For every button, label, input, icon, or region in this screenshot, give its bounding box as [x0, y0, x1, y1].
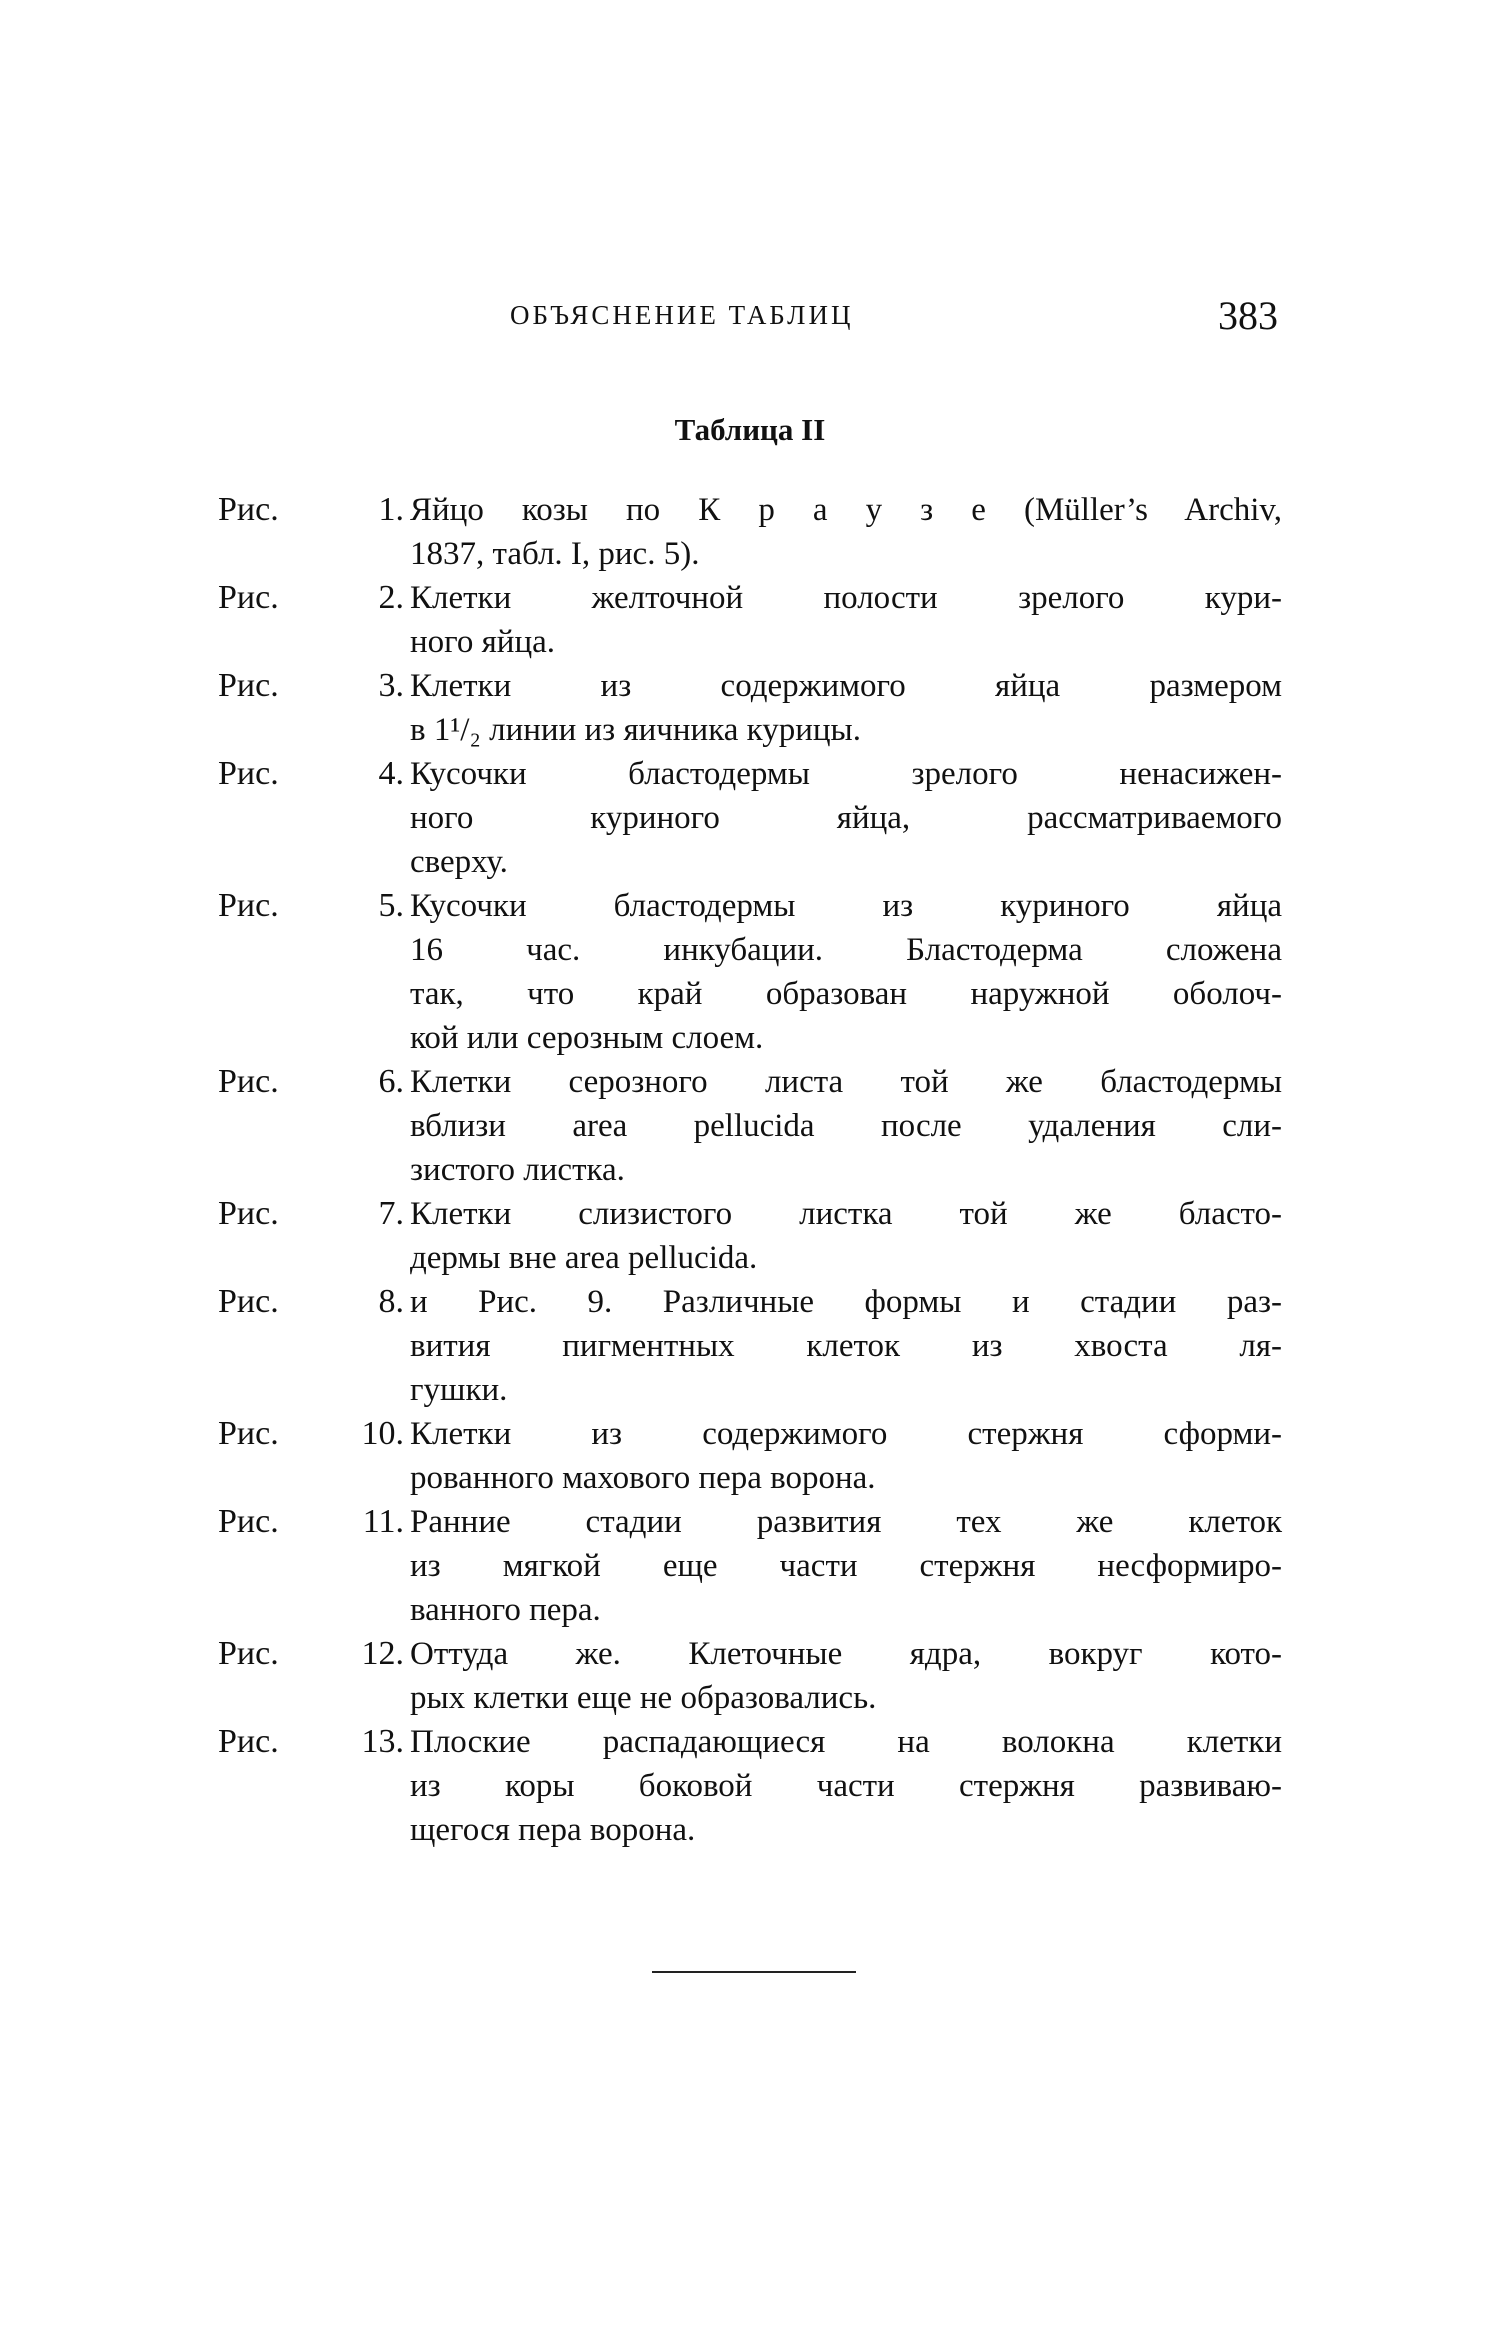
caption-line: Яйцо козы по К р а у з е (Müller’s Archiv,	[410, 492, 1282, 528]
caption-line: в 1¹/₂ линии из яичника курицы.	[410, 712, 861, 748]
figure-entry	[218, 1280, 1282, 1412]
figure-label: Рис.	[218, 1503, 279, 1540]
running-head: ОБЪЯСНЕНИЕ ТАБЛИЦ	[510, 300, 854, 330]
figure-label: Рис.	[218, 1635, 279, 1672]
caption-line: ного яйца.	[410, 624, 556, 660]
figure-entry	[218, 664, 1282, 752]
figure-number: 2.	[378, 579, 404, 616]
caption-line: 1837, табл. I, рис. 5).	[410, 536, 700, 572]
caption-line: гушки.	[410, 1372, 508, 1408]
figure-caption	[410, 576, 1282, 664]
caption-line: Клетки из содержимого стержня сформи-	[410, 1416, 1282, 1452]
caption-line: Кусочки бластодермы зрелого ненасижен-	[410, 756, 1282, 792]
figure-label: Рис.	[218, 1415, 279, 1452]
caption-line: кой или серозным слоем.	[410, 1020, 764, 1056]
figure-caption	[410, 664, 1282, 752]
caption-line: Ранние стадии развития тех же клеток	[410, 1504, 1282, 1540]
figure-entry	[218, 1500, 1282, 1632]
figure-label: Рис.	[218, 1195, 279, 1232]
figure-label: Рис.	[218, 1723, 279, 1760]
figure-number: 13.	[361, 1723, 404, 1760]
figure-entry	[218, 1632, 1282, 1720]
figure-caption	[410, 1280, 1282, 1412]
figure-caption	[410, 1060, 1282, 1192]
figure-caption	[410, 1412, 1282, 1500]
figure-number: 10.	[361, 1415, 404, 1452]
figure-number: 8.	[378, 1283, 404, 1320]
figure-number: 4.	[378, 755, 404, 792]
figure-entry	[218, 1412, 1282, 1500]
figure-entry	[218, 1192, 1282, 1280]
figure-number: 7.	[378, 1195, 404, 1232]
caption-line: ного куриного яйца, рассматриваемого	[410, 800, 1282, 836]
figure-caption	[410, 1192, 1282, 1280]
figure-number: 5.	[378, 887, 404, 924]
caption-line: сверху.	[410, 844, 508, 880]
figure-entry	[218, 1720, 1282, 1852]
caption-line: так, что край образован наружной оболоч-	[410, 976, 1282, 1012]
caption-line: зистого листка.	[410, 1152, 625, 1188]
figure-entry	[218, 752, 1282, 884]
figure-entry	[218, 884, 1282, 1060]
figure-entry	[218, 1060, 1282, 1192]
figure-caption	[410, 1720, 1282, 1852]
figure-caption	[410, 488, 1282, 576]
caption-line: рых клетки еще не образовались.	[410, 1680, 877, 1716]
caption-line: вблизи area pellucida после удаления сли-	[410, 1108, 1282, 1144]
figure-number: 12.	[361, 1635, 404, 1672]
caption-line: рованного махового пера ворона.	[410, 1460, 876, 1496]
figure-label: Рис.	[218, 667, 279, 704]
caption-line: Клетки из содержимого яйца размером	[410, 668, 1282, 704]
figure-caption	[410, 1500, 1282, 1632]
caption-line: и Рис. 9. Различные формы и стадии раз-	[410, 1284, 1282, 1320]
caption-line: дермы вне area pellucida.	[410, 1240, 758, 1276]
figure-label: Рис.	[218, 887, 279, 924]
caption-line: 16 час. инкубации. Бластодерма сложена	[410, 932, 1282, 968]
caption-line: Клетки слизистого листка той же бласто-	[410, 1196, 1282, 1232]
figure-caption	[410, 1632, 1282, 1720]
figure-number: 1.	[378, 491, 404, 528]
caption-line: вития пигментных клеток из хвоста ля-	[410, 1328, 1282, 1364]
caption-line: Кусочки бластодермы из куриного яйца	[410, 888, 1282, 924]
figure-entry	[218, 488, 1282, 576]
caption-line: ванного пера.	[410, 1592, 601, 1628]
figure-label: Рис.	[218, 491, 279, 528]
figure-label: Рис.	[218, 1283, 279, 1320]
end-rule	[652, 1971, 856, 1973]
figure-label: Рис.	[218, 755, 279, 792]
caption-line: Плоские распадающиеся на волокна клетки	[410, 1724, 1282, 1760]
figure-caption	[410, 752, 1282, 884]
figure-list	[218, 488, 1282, 1852]
figure-number: 11.	[362, 1503, 404, 1540]
caption-line: Оттуда же. Клеточные ядра, вокруг кото-	[410, 1636, 1282, 1672]
caption-line: из коры боковой части стержня развиваю-	[410, 1768, 1282, 1804]
caption-line: Клетки серозного листа той же бластодермы	[410, 1064, 1282, 1100]
table-title: Таблица II	[674, 412, 826, 447]
figure-number: 6.	[378, 1063, 404, 1100]
figure-label: Рис.	[218, 1063, 279, 1100]
caption-line: щегося пера ворона.	[410, 1812, 696, 1848]
caption-line: Клетки желточной полости зрелого кури-	[410, 580, 1282, 616]
figure-label: Рис.	[218, 579, 279, 616]
figure-entry	[218, 576, 1282, 664]
caption-line: из мягкой еще части стержня несформиро-	[410, 1548, 1282, 1584]
page-number: 383	[1218, 293, 1278, 338]
figure-number: 3.	[378, 667, 404, 704]
figure-caption	[410, 884, 1282, 1060]
